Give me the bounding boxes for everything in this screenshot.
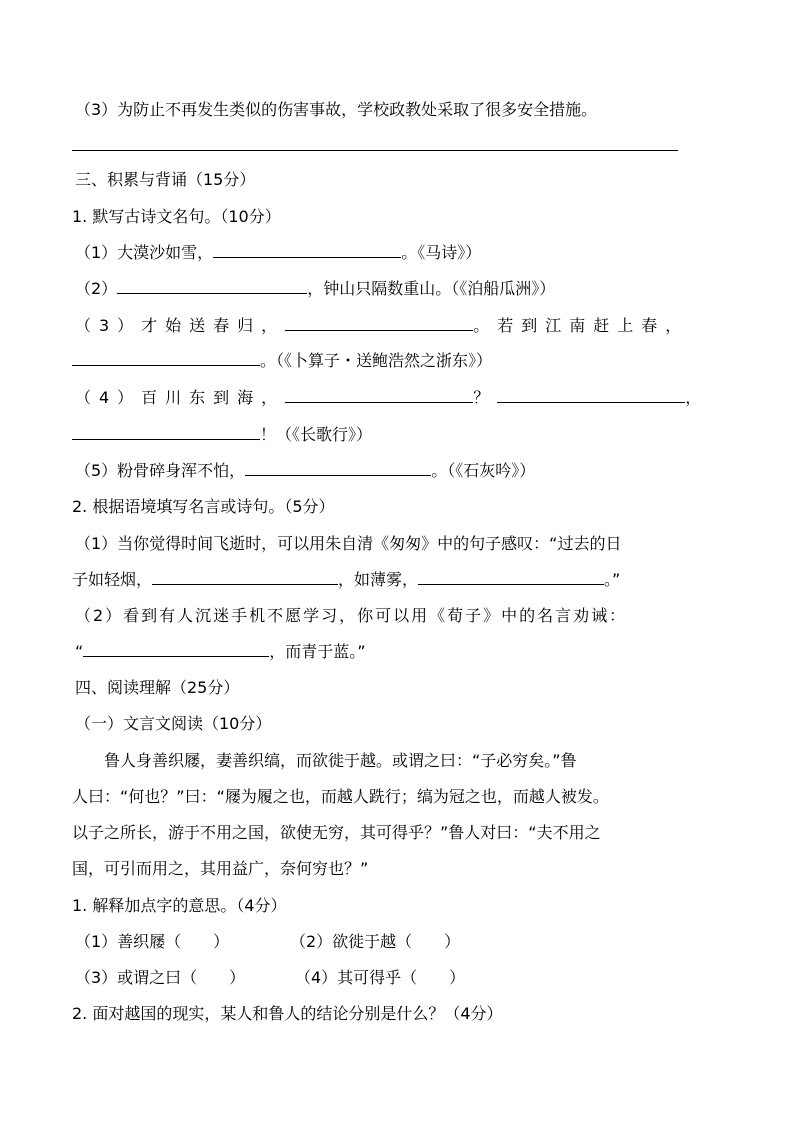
poem-3: （3）才始送春归， 。若到江南赶上春， (75, 316, 690, 335)
blank-3a[interactable] (285, 314, 473, 331)
blank-8[interactable] (83, 640, 269, 657)
blank-1[interactable] (213, 241, 401, 258)
explain-1[interactable]: （1）善织屦（ ） (75, 932, 230, 951)
poem-4-cont: ！（《长歌行》） (72, 423, 372, 445)
passage-line-4: 国，可引而用之，其用益广，奈何穷也？” (72, 859, 369, 878)
section-4-heading: 四、阅读理解（25分） (75, 678, 240, 697)
context-1-cont: 子如轻烟， ，如薄雾， 。” (72, 570, 621, 589)
blank-2[interactable] (117, 277, 307, 294)
context-2: （2）看到有人沉迷手机不愿学习，你可以用《荀子》中的名言劝诫： (75, 606, 628, 625)
explain-4[interactable]: （4）其可得乎（ ） (295, 968, 466, 987)
explain-3[interactable]: （3）或谓之曰（ ） (75, 968, 246, 987)
passage-line-3: 以子之所长，游于不用之国，欲使无穷，其可得乎？”鲁人对曰：“夫不用之 (72, 823, 601, 842)
poem-4: （4）百川东到海， ？ ， (75, 388, 702, 407)
blank-4a[interactable] (285, 386, 473, 403)
blank-5[interactable] (245, 459, 431, 476)
subsection-1-heading: （一）文言文阅读（10分） (75, 714, 272, 733)
poem-3-cont: 。（《卜算子・送鲍浩然之浙东》） (72, 349, 492, 371)
context-2-cont: “ ，而青于蓝。” (75, 642, 366, 661)
blank-3b[interactable] (72, 349, 260, 366)
item-3-text: （3）为防止不再发生类似的伤害事故，学校政教处采取了很多安全措施。 (75, 100, 598, 119)
section-3-heading: 三、积累与背诵（15分） (75, 170, 256, 189)
poem-2: （2） ，钟山只隔数重山。（《泊船瓜洲》） (75, 279, 556, 298)
passage-line-2: 人曰：“何也？”曰：“屦为履之也，而越人跣行；缟为冠之也，而越人被发。 (72, 787, 609, 806)
blank-4c[interactable] (72, 423, 260, 440)
blank-4b[interactable] (497, 386, 685, 403)
blank-7[interactable] (418, 568, 604, 585)
poem-5: （5）粉骨碎身浑不怕， 。（《石灰吟》） (75, 461, 536, 480)
question-2-heading: 2. 根据语境填写名言或诗句。（5分） (72, 497, 335, 516)
question-3-heading: 1. 解释加点字的意思。（4分） (72, 896, 287, 915)
question-1-heading: 1. 默写古诗文名句。（10分） (72, 207, 281, 226)
explain-2[interactable]: （2）欲徙于越（ ） (290, 932, 461, 951)
blank-6[interactable] (152, 568, 338, 585)
poem-1: （1）大漠沙如雪， 。《马诗》） (75, 243, 482, 262)
context-1: （1）当你觉得时间飞逝时，可以用朱自清《匆匆》中的句子感叹：“过去的日 (75, 534, 622, 553)
passage-line-1: 鲁人身善织屦，妻善织缟，而欲徙于越。或谓之曰：“子必穷矣。”鲁 (104, 751, 577, 770)
question-4-heading: 2. 面对越国的现实，某人和鲁人的结论分别是什么？（4分） (72, 1004, 503, 1023)
answer-line[interactable] (72, 150, 678, 151)
